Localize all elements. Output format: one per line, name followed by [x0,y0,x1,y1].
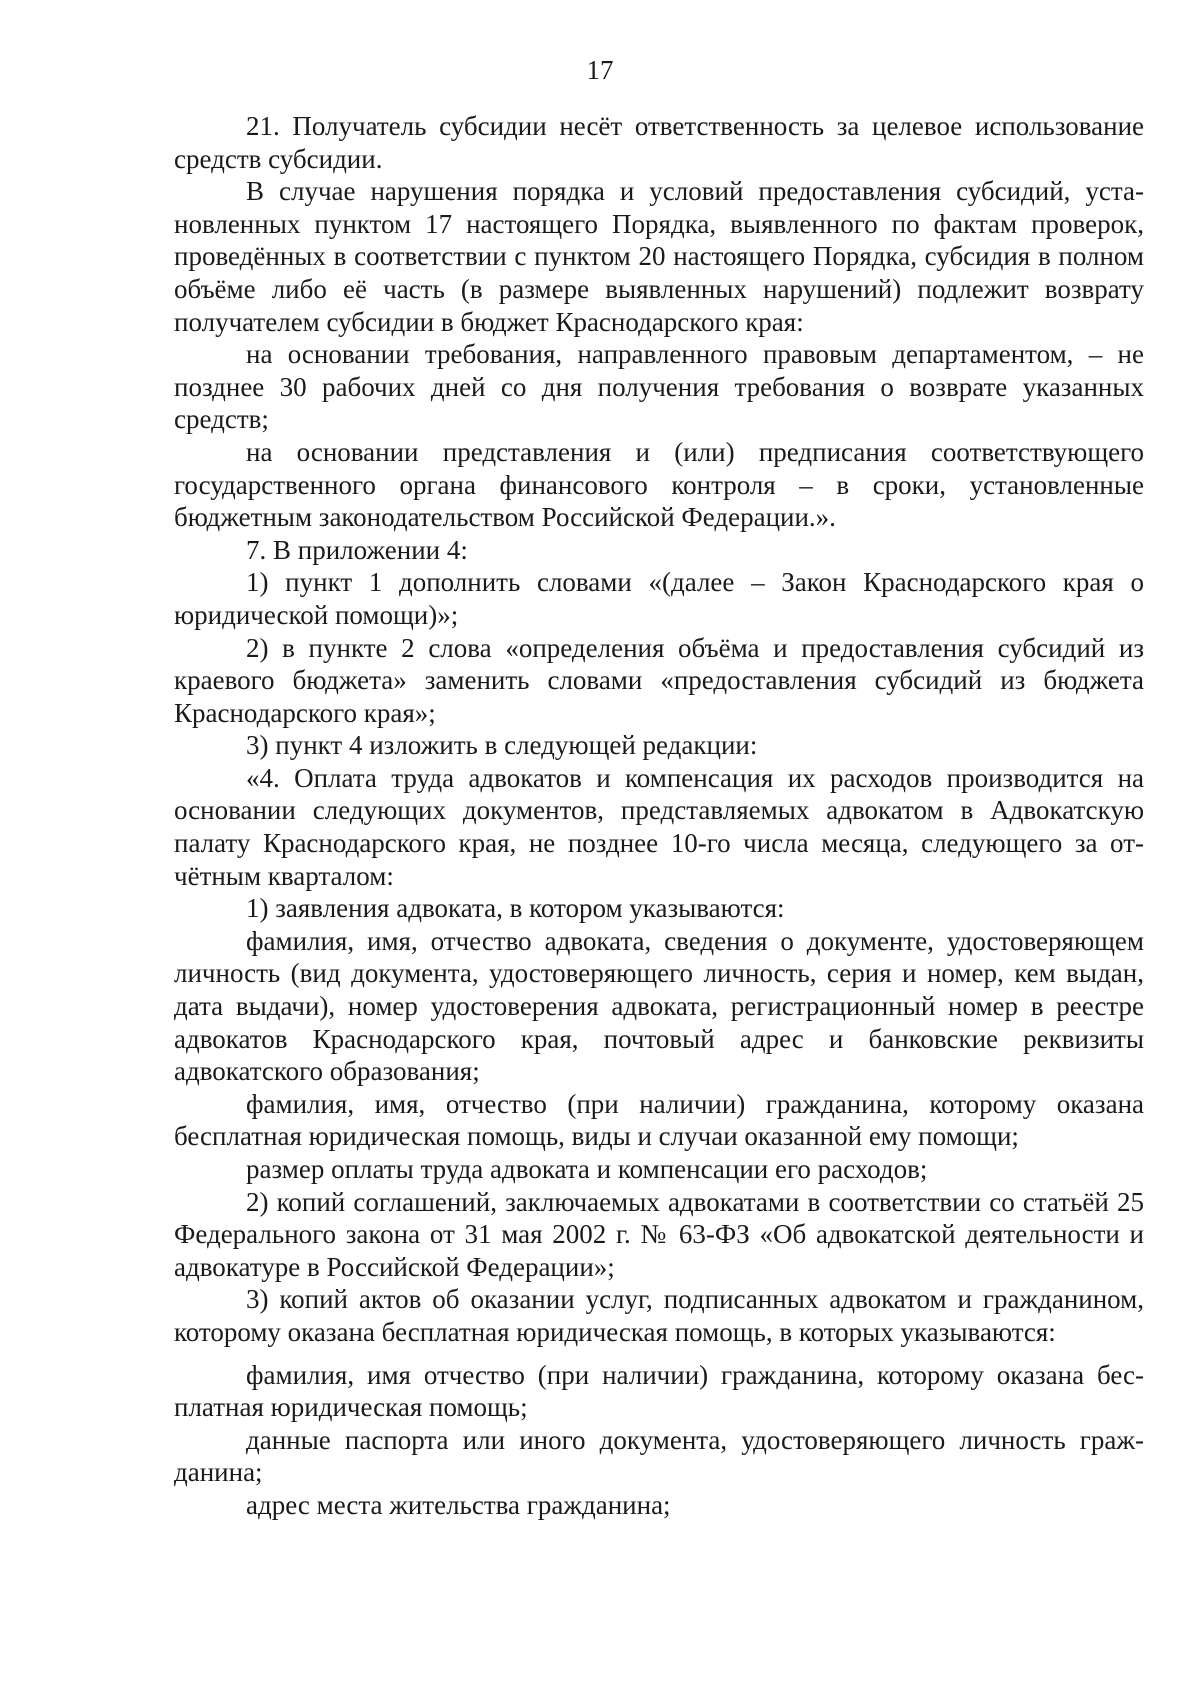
document-body [174,110,1144,1522]
paragraph-7: 2) в пункте 2 слова «определения объёма и предоставления субсидий из краевого бюджета» заменить словами «предоставления субсидий из бюджета Краснодарского края»; [174,632,1144,728]
paragraph-2: В случае нарушения порядка и условий предоставления субсидий, установленных пунктом 17 настоящего Порядка, выявленного по фактам проверок, проведённых в соответствии с пунктом 20 настоящего Порядка, субсидия в полном объёме либо её часть (в размере выявленных нарушений) подлежит возврату получателем субсидии в бюджет Краснодарского края: [174,176,1144,337]
paragraph-17: данные паспорта или иного документа, удостоверяющего личность гражданина; [174,1424,1144,1488]
paragraph-1: 21. Получатель субсидии несёт ответственность за целевое использование средств субсидии. [174,111,1144,174]
paragraph-12: фамилия, имя, отчество (при наличии) гражданина, которому оказана бесплатная юридическая помощь, виды и случаи оказанной ему помощи; [174,1088,1144,1152]
paragraph-3: на основании требования, направленного правовым департаментом, – не позднее 30 рабочих дней со дня получения требования о возврате указанных средств; [174,339,1144,435]
paragraph-8: 3) пункт 4 изложить в следующей редакции: [246,730,758,761]
paragraph-14: 2) копий соглашений, заключаемых адвокатами в соответствии со статьёй 25 Федерального закона от 31 мая 2002 г. № 63-ФЗ «Об адвокатской деятельности и адвокатуре в Российской Федерации»; [174,1186,1144,1282]
page-number: 17 [586,55,614,85]
paragraph-10: 1) заявления адвоката, в котором указываются: [246,893,785,924]
paragraph-6: 1) пункт 1 дополнить словами «(далее – Закон Краснодарского края о юридической помощи)»; [174,567,1144,630]
paragraph-9: «4. Оплата труда адвокатов и компенсация их расходов производится на основании следующих документов, представляемых адвокатом в Адвокатскую палату Краснодарского края, не позднее 10-го числа месяца, следующего за отчётным кварталом: [174,762,1144,891]
paragraph-18: адрес места жительства гражданина; [246,1489,671,1520]
paragraph-5: 7. В приложении 4: [246,534,468,565]
paragraph-16: фамилия, имя отчество (при наличии) гражданина, которому оказана бесплатная юридическая помощь; [174,1359,1144,1423]
paragraph-15: 3) копий актов об оказании услуг, подписанных адвокатом и гражданином, которому оказана бесплатная юридическая помощь, в которых указываются: [174,1284,1144,1347]
paragraph-13: размер оплаты труда адвоката и компенсации его расходов; [246,1154,928,1184]
paragraph-11: фамилия, имя, отчество адвоката, сведения о документе, удостоверяющем личность (вид документа, удостоверяющего личность, серия и номер, кем выдан, дата выдачи), номер удостоверения адвоката, регистрационный номер в реестре адвокатов Краснодарского края, почтовый адрес и банковские реквизиты адвокатского образования; [174,925,1144,1087]
paragraph-4: на основании представления и (или) предписания соответствующего государственного органа финансового контроля – в сроки, установленные бюджетным законодательством Российской Федерации.». [174,436,1144,533]
